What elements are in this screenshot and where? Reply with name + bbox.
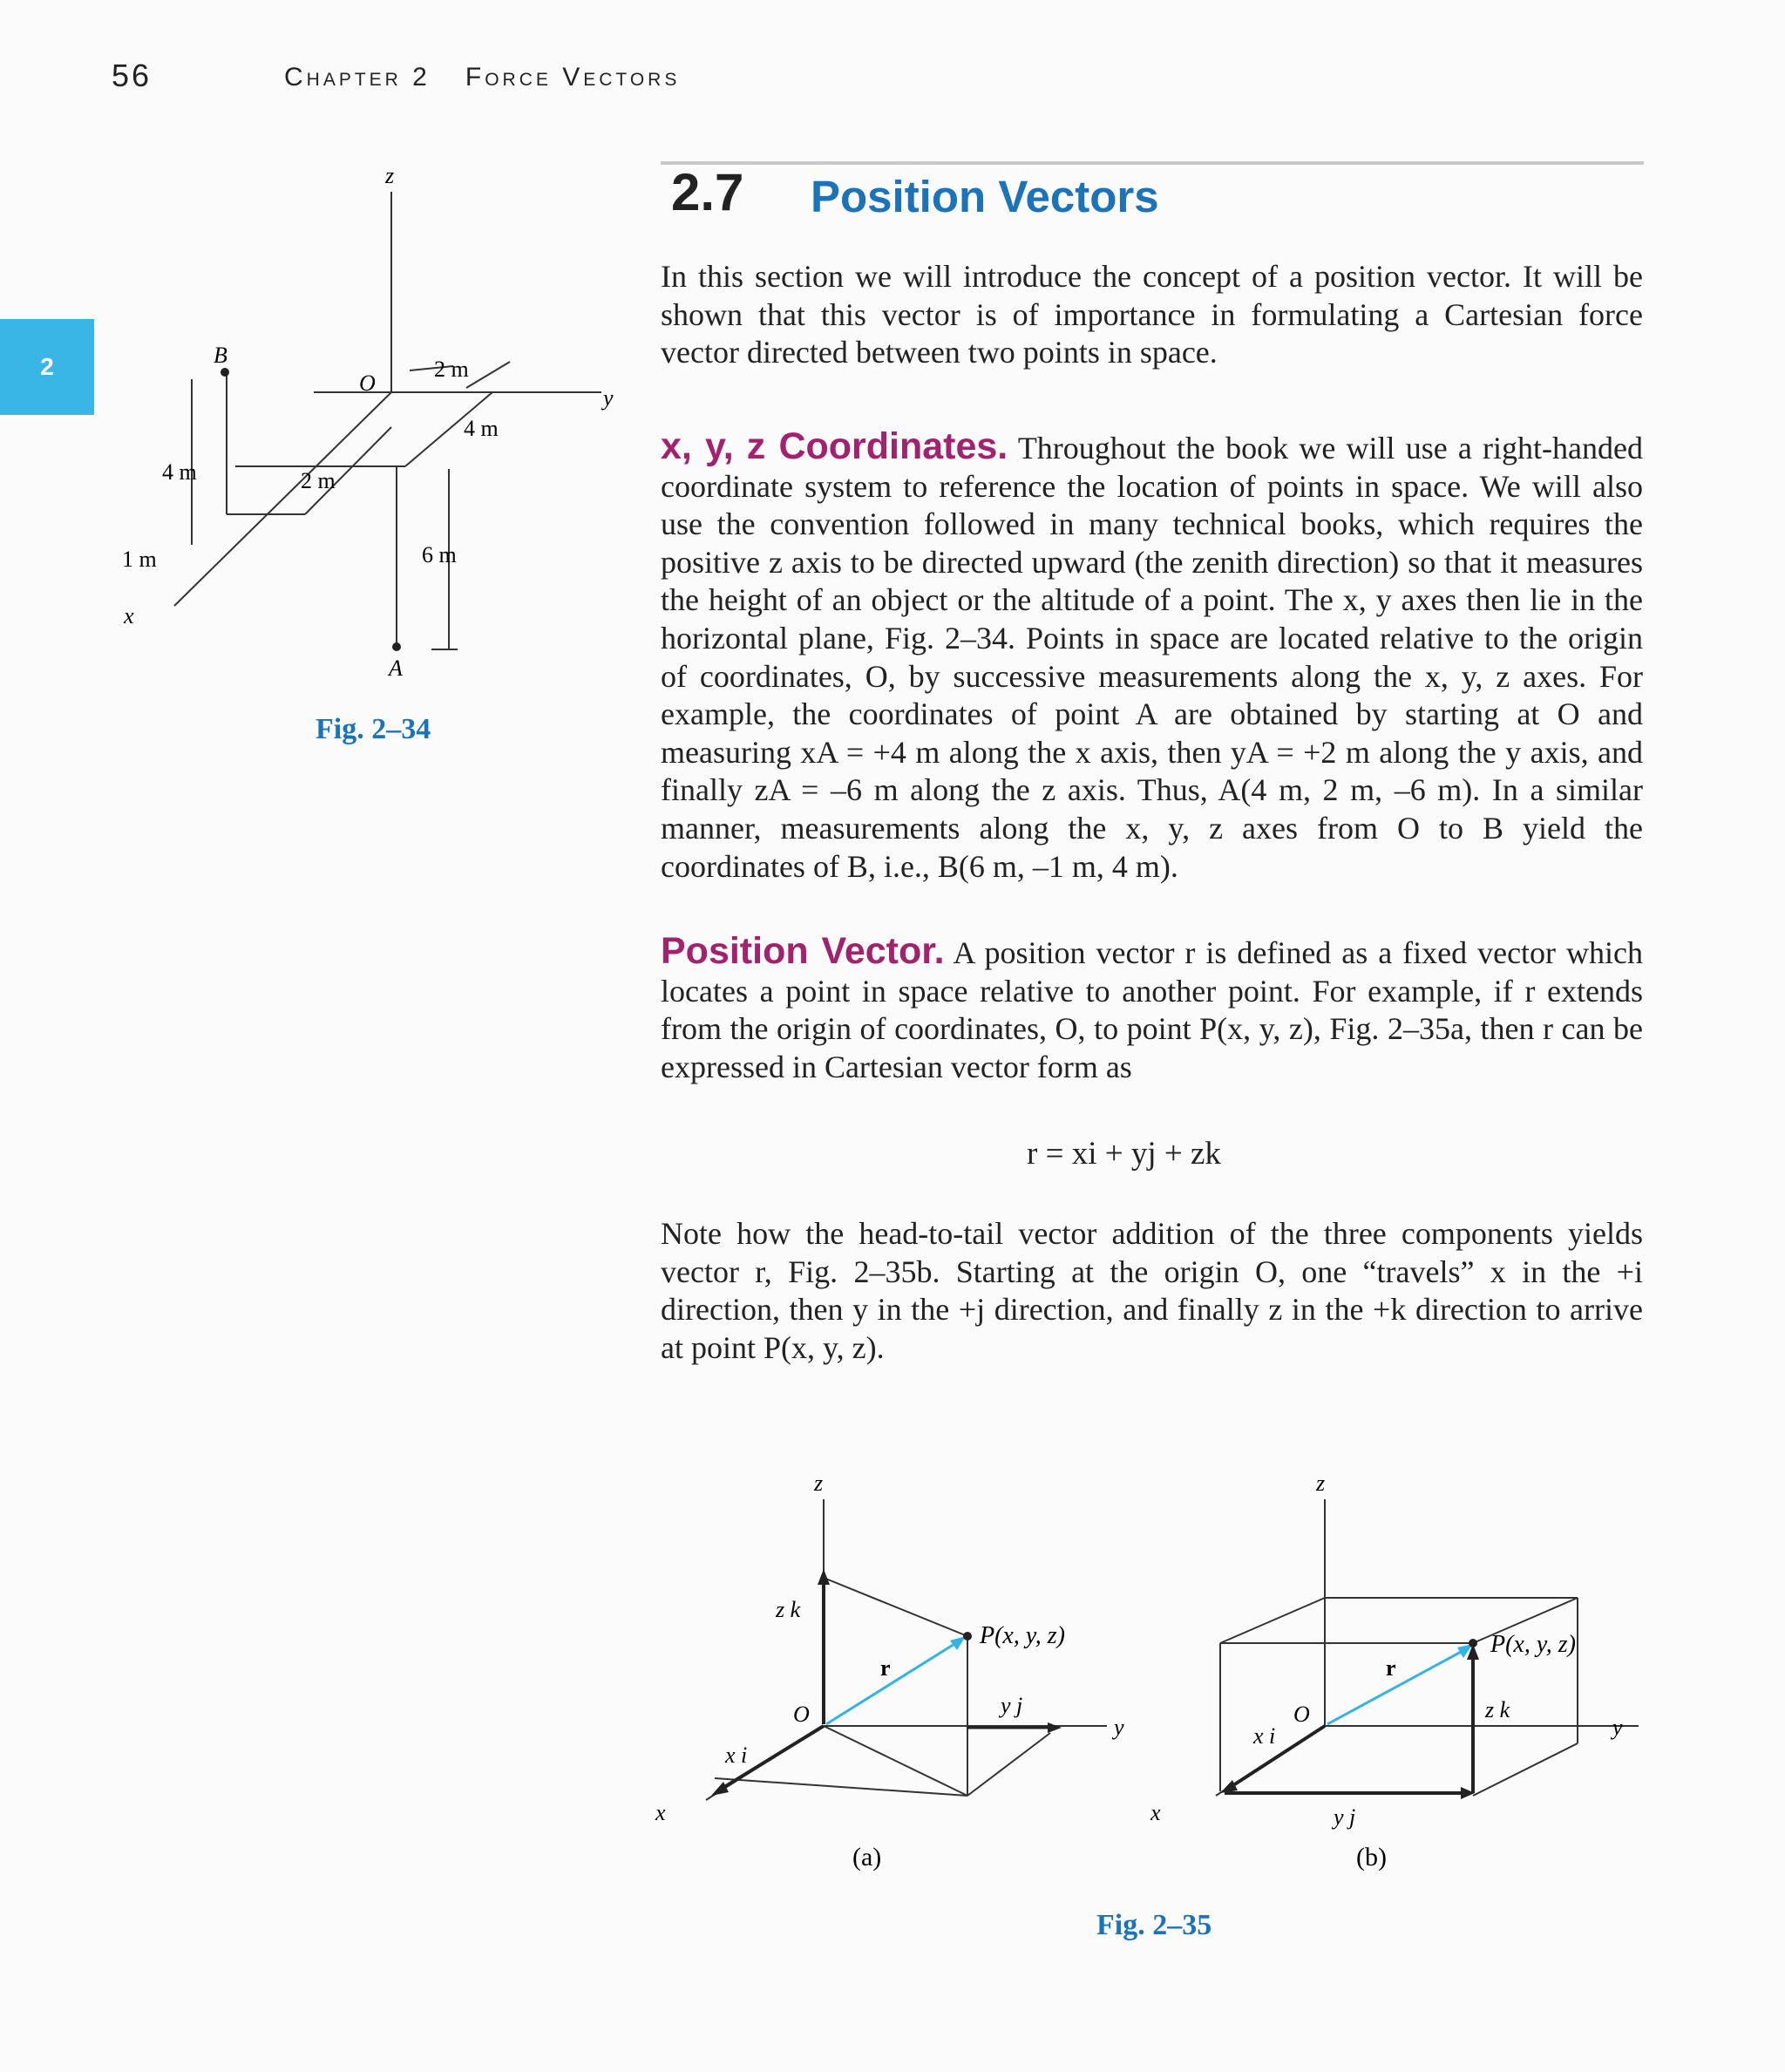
fig34-dim-6m: 6 m: [422, 542, 457, 567]
fig35a-r-label: r: [880, 1655, 891, 1681]
note-paragraph: Note how the head-to-tail vector addition of the three components yields vector r, Fig. 2–35b. Starting at the origin O, one “travels” x in the +i direction, then y in the +j direction, and finally z in the +k direction to arrive at point P(x, y, z).: [661, 1216, 1643, 1365]
fig35a-zk-label: z k: [776, 1597, 801, 1622]
coordinates-body: Throughout the book we will use a right-handed coordinate system to reference the location of points in space. We will also use the convention followed in many technical books, which requires the positive z axis to be directed upward (the zenith direction) so that it measures the height of an object or the altitude of a point. The x, y axes then lie in the horizontal plane, Fig. 2–34. Points in space are located relative to the origin of coordinates, O, by successive measurements along the x, y, z axes. For example, the coordinates of point A are obtained by starting at O and measuring xA = +4 m along the x axis, then yA = +2 m along the y axis, and finally zA = –6 m along the z axis. Thus, A(4 m, 2 m, –6 m). In a similar manner, measurements along the x, y, z axes from O to B yield the coordinates of B, i.e., B(6 m, –1 m, 4 m).: [661, 431, 1643, 884]
chapter-title: Force Vectors: [465, 63, 681, 92]
section-number: 2.7: [671, 163, 744, 221]
fig34-dim-4m-b: 4 m: [162, 459, 197, 485]
fig35b-x-label: x: [1150, 1800, 1161, 1825]
fig34-origin-label: O: [359, 370, 376, 396]
fig35b-sub-caption: (b): [1356, 1843, 1387, 1872]
fig34-x-label: x: [124, 603, 134, 628]
chapter-tab: 2: [0, 319, 94, 415]
coordinates-heading: x, y, z Coordinates.: [661, 425, 1008, 467]
fig35a-x-label: x: [655, 1800, 666, 1825]
fig34-dim-2m-top: 2 m: [434, 357, 469, 382]
fig35b-origin-label: O: [1293, 1702, 1310, 1727]
fig35b-y-label: y: [1612, 1715, 1623, 1740]
fig34-B-label: B: [214, 343, 227, 368]
fig35b-r-label: r: [1386, 1655, 1396, 1681]
position-vector-body: A position vector r is defined as a fixed vector which locates a point in space relative to another point. For example, if r extends from the origin of coordinates, O, to point P(x, y, z), Fig. 2–35a, then r can be expressed in Cartesian vector form as: [661, 935, 1643, 1084]
chapter-label: Chapter 2: [284, 63, 431, 92]
figure-2-35a: [645, 1464, 1150, 1892]
fig34-A-label: A: [389, 656, 403, 681]
fig34-dim-2m-x: 2 m: [301, 468, 336, 493]
fig-2-34-caption: Fig. 2–34: [316, 713, 431, 745]
fig35b-yj-label: y j: [1334, 1804, 1356, 1830]
figure-2-34: [105, 157, 628, 697]
fig35a-z-label: z: [814, 1471, 824, 1496]
section-title: Position Vectors: [811, 172, 1159, 221]
fig35b-xi-label: x i: [1253, 1723, 1276, 1749]
fig35a-P-label: P(x, y, z): [980, 1622, 1065, 1649]
fig35a-origin-label: O: [793, 1702, 810, 1727]
position-vector-equation: r = xi + yj + zk: [1027, 1136, 1221, 1172]
coordinates-paragraph: [661, 425, 1643, 886]
fig34-y-label: y: [603, 385, 614, 411]
position-vector-paragraph: [661, 930, 1643, 1086]
position-vector-heading: Position Vector.: [661, 930, 945, 972]
fig35a-y-label: y: [1114, 1715, 1124, 1740]
fig34-dim-4m-y: 4 m: [464, 416, 499, 441]
fig34-z-label: z: [385, 163, 395, 188]
fig35a-yj-label: y j: [1001, 1693, 1023, 1718]
fig35b-z-label: z: [1316, 1471, 1326, 1496]
fig35b-zk-label: z k: [1485, 1697, 1510, 1722]
fig35a-sub-caption: (a): [852, 1843, 882, 1872]
figure-2-35b: [1150, 1464, 1656, 1892]
section-rule: [661, 161, 1644, 165]
intro-paragraph: In this section we will introduce the concept of a position vector. It will be shown that this vector is of importance in formulating a Cartesian force vector directed between two points in space.: [661, 259, 1643, 370]
running-header: [284, 63, 680, 92]
page-number: 56: [112, 58, 153, 93]
fig35a-xi-label: x i: [725, 1743, 748, 1768]
fig-2-35-caption: Fig. 2–35: [1096, 1909, 1212, 1941]
fig35b-P-label: P(x, y, z): [1490, 1631, 1576, 1658]
fig34-dim-1m: 1 m: [122, 547, 157, 572]
